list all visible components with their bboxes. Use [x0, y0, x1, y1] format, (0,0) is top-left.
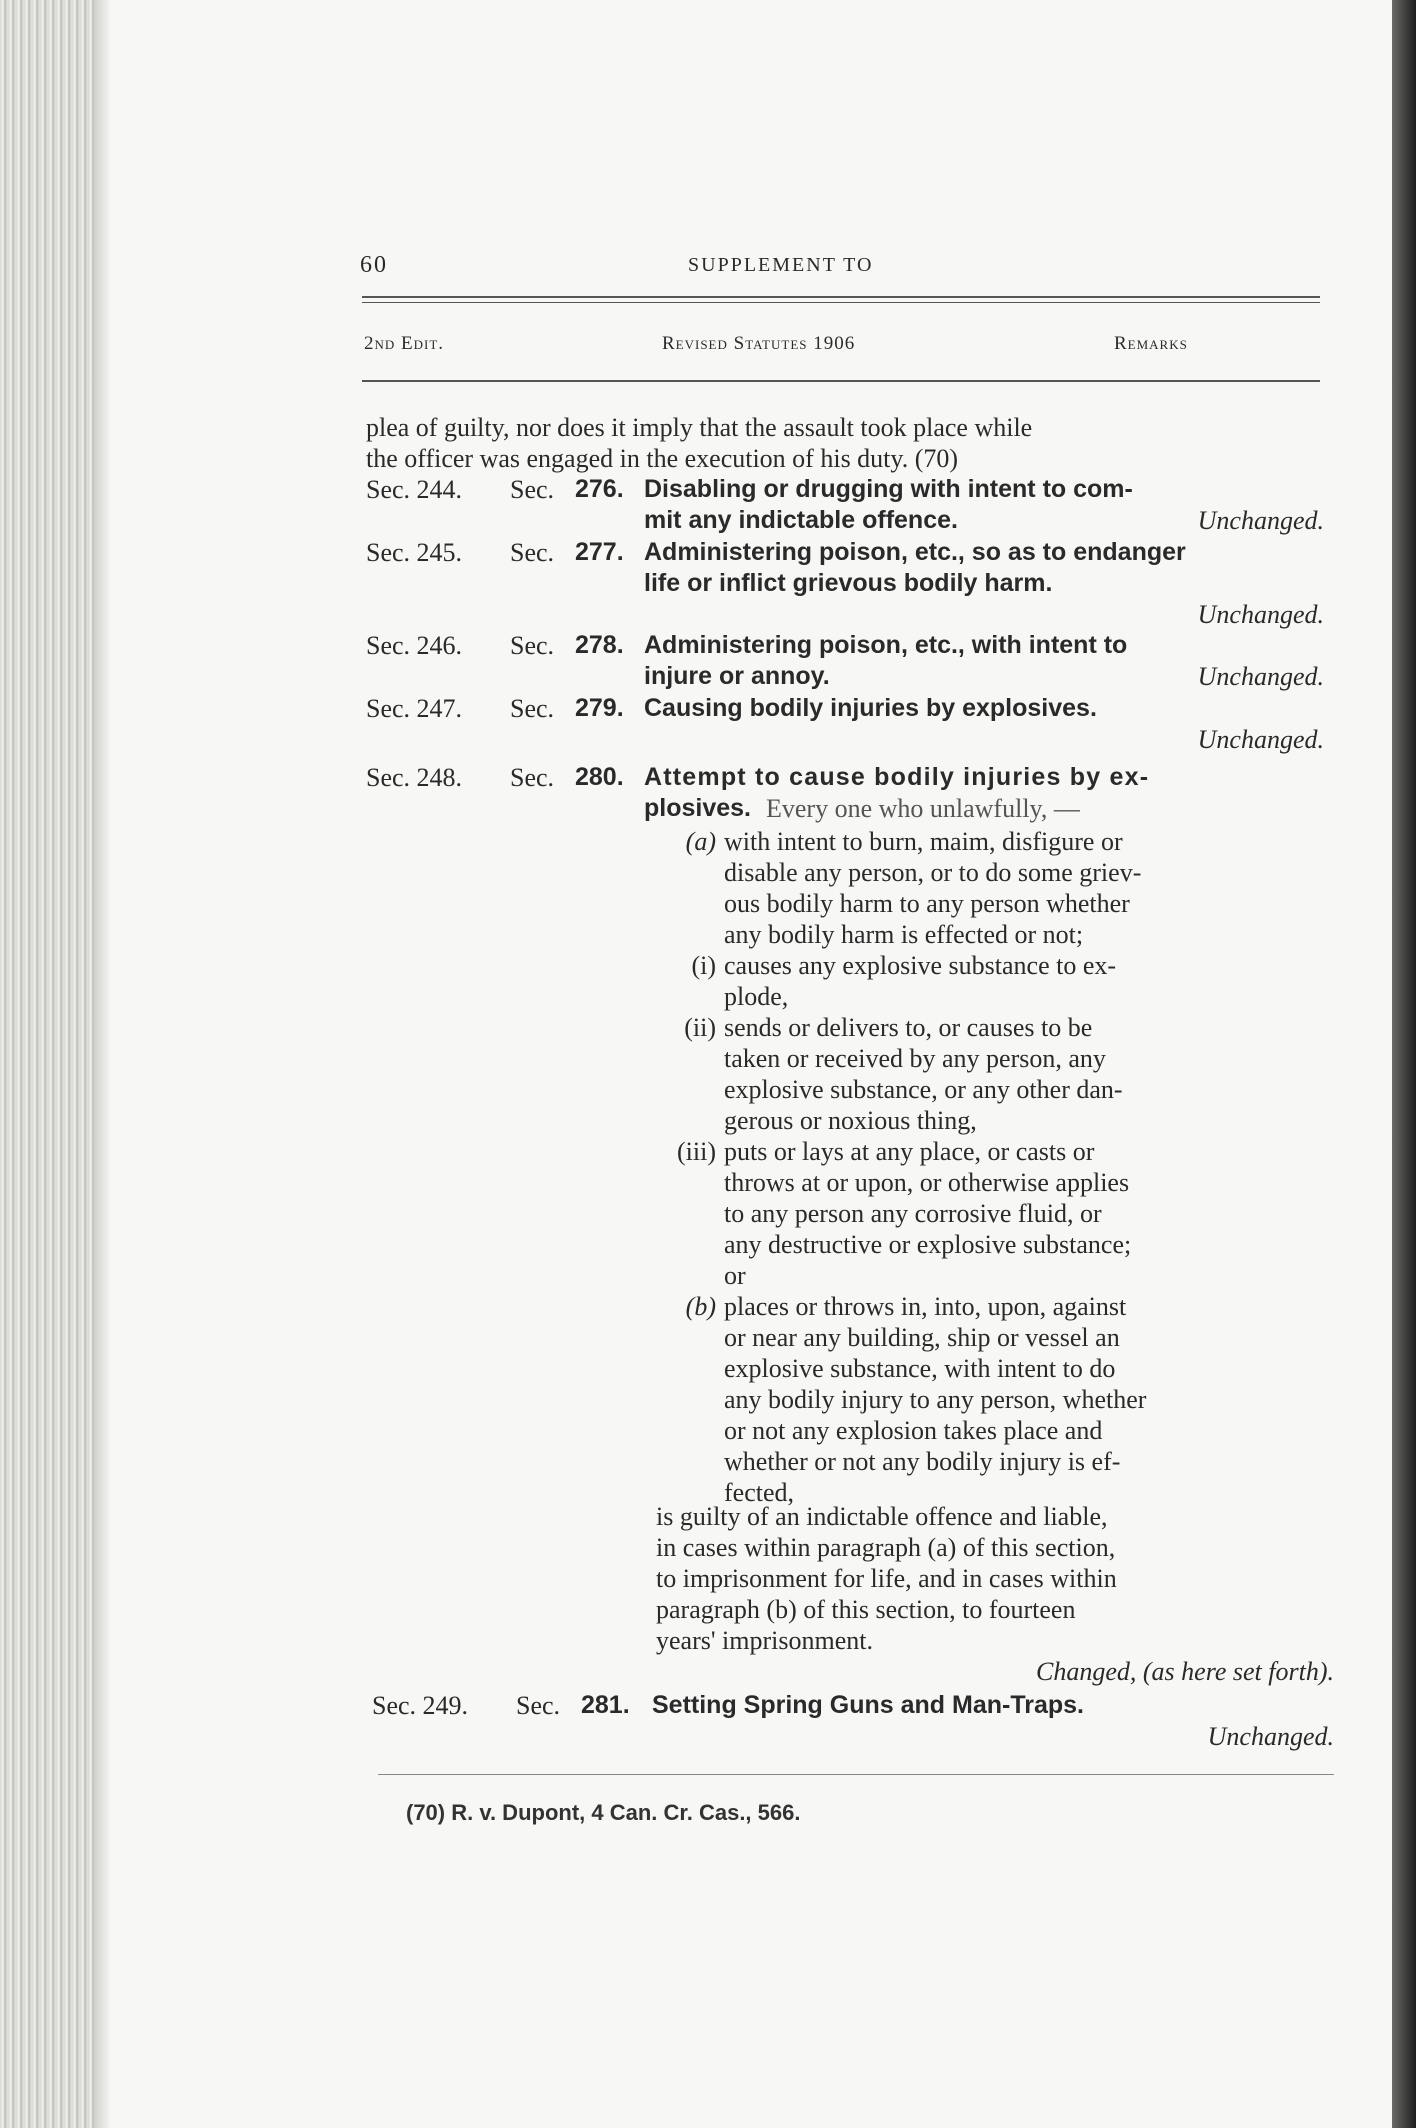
new-section-number: 276.: [575, 475, 624, 503]
remark-changed: Changed, (as here set forth).: [1036, 1657, 1334, 1686]
clause-text-line: sends or delivers to, or causes to be: [724, 1013, 1093, 1042]
remark-unchanged: Unchanged.: [1197, 662, 1324, 691]
old-section-ref: Sec. 248.: [366, 763, 463, 792]
remark-unchanged: Unchanged.: [1197, 506, 1324, 535]
document-page: [110, 0, 1392, 2128]
clause-text-line: explosive substance, or any other dan-: [724, 1075, 1123, 1104]
remark-unchanged: Unchanged.: [1197, 725, 1324, 754]
section-title-line: Administering poison, etc., with intent to: [644, 631, 1128, 659]
column-head-2nd-edit: 2nd Edit.: [364, 333, 445, 354]
old-section-ref: Sec. 244.: [366, 475, 463, 504]
closing-line: years' imprisonment.: [656, 1626, 873, 1655]
clause-text-line: taken or received by any person, any: [724, 1044, 1106, 1073]
closing-line: paragraph (b) of this section, to fourteen: [656, 1595, 1076, 1624]
remark-unchanged: Unchanged.: [1207, 1722, 1334, 1751]
clause-text-line: disable any person, or to do some griev-: [724, 858, 1142, 887]
clause-text-line: gerous or noxious thing,: [724, 1106, 977, 1135]
section-title-line: Attempt to cause bodily injuries by ex-: [644, 763, 1150, 791]
closing-line: is guilty of an indictable offence and liable,: [656, 1502, 1108, 1531]
clause-text-line: with intent to burn, maim, disfigure or: [724, 827, 1123, 856]
header-rule-top-2: [362, 302, 1320, 303]
clause-label: (b): [685, 1292, 716, 1321]
section-title-line: injure or annoy.: [644, 662, 830, 690]
page-number: 60: [360, 252, 388, 278]
new-section-prefix: Sec.: [510, 538, 555, 567]
clause-text-line: any bodily harm is effected or not;: [724, 920, 1084, 949]
section-title-line: mit any indictable offence.: [644, 506, 958, 534]
running-title: SUPPLEMENT TO: [688, 254, 874, 276]
footnote: (70) R. v. Dupont, 4 Can. Cr. Cas., 566.: [406, 1800, 801, 1825]
closing-line: in cases within paragraph (a) of this section,: [656, 1533, 1116, 1562]
remark-unchanged: Unchanged.: [1197, 600, 1324, 629]
clause-text-line: causes any explosive substance to ex-: [724, 951, 1117, 980]
clause-text-line: or: [724, 1261, 746, 1290]
clause-text-line: throws at or upon, or otherwise applies: [724, 1168, 1130, 1197]
clause-text-line: any bodily injury to any person, whether: [724, 1385, 1147, 1414]
new-section-number: 281.: [581, 1691, 630, 1719]
section-title-line: Disabling or drugging with intent to com-: [644, 475, 1133, 503]
clause-text-line: explosive substance, with intent to do: [724, 1354, 1116, 1383]
intro-line-1: plea of guilty, nor does it imply that the assault took place while: [366, 413, 1033, 442]
clause-text-line: or near any building, ship or vessel an: [724, 1323, 1120, 1352]
closing-line: to imprisonment for life, and in cases within: [656, 1564, 1117, 1593]
section-title-line: Causing bodily injuries by explosives.: [644, 694, 1097, 722]
new-section-prefix: Sec.: [510, 475, 555, 504]
new-section-number: 278.: [575, 631, 624, 659]
clause-label: (i): [691, 951, 716, 980]
new-section-number: 280.: [575, 763, 624, 791]
clause-text-line: puts or lays at any place, or casts or: [724, 1137, 1095, 1166]
clause-text-line: whether or not any bodily injury is ef-: [724, 1447, 1121, 1476]
section-title-line: life or inflict grievous bodily harm.: [644, 569, 1053, 597]
new-section-prefix: Sec.: [516, 1691, 561, 1720]
intro-line-2: the officer was engaged in the execution of his duty. (70): [366, 444, 959, 473]
clause-text-line: or not any explosion takes place and: [724, 1416, 1103, 1445]
section-title-line: Administering poison, etc., so as to endanger: [644, 538, 1186, 566]
clause-text-line: fected,: [724, 1478, 795, 1507]
clause-label: (a): [685, 827, 716, 856]
footnote-rule: [378, 1774, 1334, 1775]
section-title-line: Setting Spring Guns and Man-Traps.: [652, 1691, 1084, 1719]
column-head-remarks: Remarks: [1114, 333, 1188, 354]
new-section-prefix: Sec.: [510, 631, 555, 660]
new-section-prefix: Sec.: [510, 763, 555, 792]
clause-text-line: to any person any corrosive fluid, or: [724, 1199, 1102, 1228]
new-section-prefix: Sec.: [510, 694, 555, 723]
old-section-ref: Sec. 247.: [366, 694, 463, 723]
section-title-line: plosives.: [644, 794, 751, 822]
clause-label: (ii): [684, 1013, 716, 1042]
clause-label: (iii): [677, 1137, 716, 1166]
old-section-ref: Sec. 245.: [366, 538, 463, 567]
book-binding-shadow: [1392, 0, 1416, 2128]
clause-text-line: plode,: [724, 982, 789, 1011]
book-page-edges: [0, 0, 110, 2128]
header-rule-bottom: [362, 380, 1320, 382]
old-section-ref: Sec. 249.: [372, 1691, 469, 1720]
header-rule-top: [362, 296, 1320, 298]
column-head-revised-statutes: Revised Statutes 1906: [662, 333, 856, 354]
clause-text-line: any destructive or explosive substance;: [724, 1230, 1132, 1259]
clause-text-line: places or throws in, into, upon, against: [724, 1292, 1127, 1321]
clause-text-line: ous bodily harm to any person whether: [724, 889, 1130, 918]
new-section-number: 277.: [575, 538, 624, 566]
new-section-number: 279.: [575, 694, 624, 722]
section-lead-in: Every one who unlawfully, —: [766, 794, 1080, 823]
old-section-ref: Sec. 246.: [366, 631, 463, 660]
